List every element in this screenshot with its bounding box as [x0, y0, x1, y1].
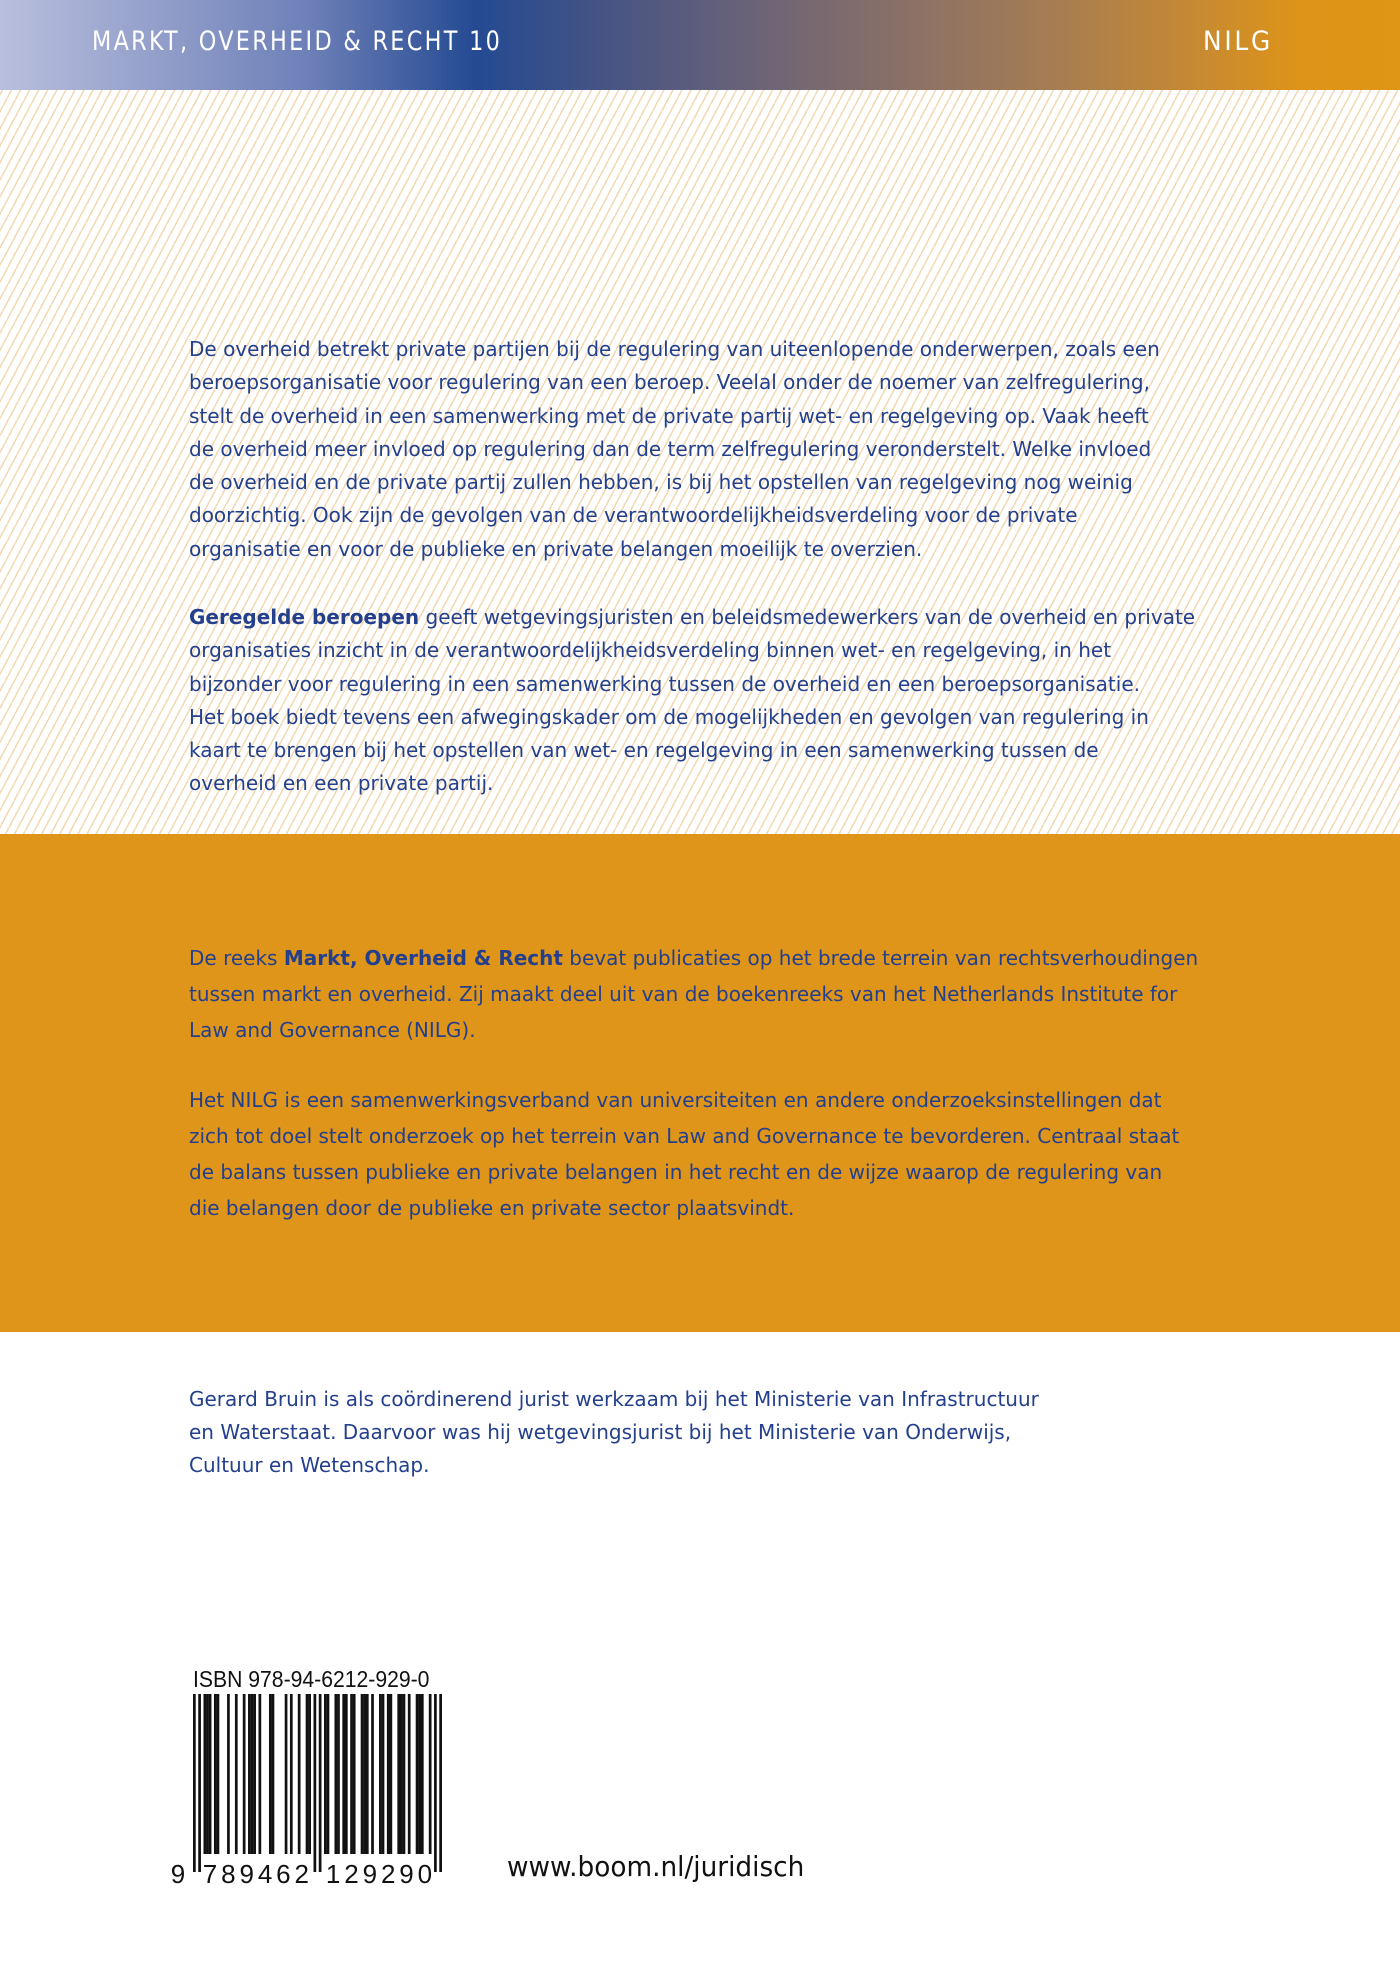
barcode	[168, 1694, 458, 1890]
barcode-digit: 8	[221, 1859, 236, 1889]
text-line: stelt de overheid in een samenwerking met de private partij wet- en regelgeving op. Vaak heeft	[189, 403, 1149, 428]
barcode-bar	[416, 1694, 419, 1854]
text-line: die belangen door de publieke en private sector plaatsvindt.	[189, 1196, 795, 1220]
barcode-digit: 9	[170, 1859, 186, 1889]
barcode-bar	[314, 1694, 317, 1872]
barcode-digit: 4	[257, 1859, 273, 1889]
barcode-digit: 0	[417, 1859, 433, 1889]
text-line: Law and Governance (NILG).	[189, 1018, 476, 1042]
nilg-mark: NILG	[1203, 26, 1274, 57]
text-line: Het boek biedt tevens een afwegingskader om de mogelijkheden en gevolgen van regulering in	[189, 704, 1149, 729]
barcode-bar	[418, 1694, 421, 1854]
barcode-bar	[217, 1694, 220, 1854]
barcode-bar	[429, 1694, 432, 1854]
series-title: MARKT, OVERHEID & RECHT 10	[92, 26, 503, 57]
author-bio	[189, 1383, 1039, 1482]
barcode-bar	[253, 1694, 256, 1854]
publisher-url[interactable]: www.boom.nl/juridisch	[507, 1850, 805, 1883]
barcode-bar	[251, 1694, 254, 1854]
barcode-digit: 9	[362, 1859, 378, 1889]
text-line: de overheid en de private partij zullen hebben, is bij het opstellen van regelgeving nog weinig	[189, 470, 1133, 495]
barcode-bar	[403, 1694, 406, 1854]
text-line: de overheid meer invloed op regulering dan de term zelfregulering veronderstelt. Welke invloed	[189, 436, 1152, 461]
series-paragraph-1	[189, 940, 1198, 1048]
barcode-bar	[361, 1694, 364, 1854]
series-paragraph-2	[189, 1082, 1179, 1226]
barcode-bar	[324, 1694, 327, 1854]
barcode-digit: 1	[325, 1859, 341, 1889]
barcode-bar	[363, 1694, 366, 1854]
barcode-digit: 2	[344, 1859, 359, 1889]
barcode-bar	[327, 1694, 330, 1854]
barcode-bar	[269, 1694, 272, 1854]
barcode-bar	[334, 1694, 337, 1854]
text-line: bijzonder voor regulering in een samenwerking tussen de overheid en een beroepsorganisatie.	[189, 671, 1140, 696]
series-name: Markt, Overheid & Recht	[283, 946, 563, 970]
isbn-label: ISBN 978-94-6212-929-0	[193, 1666, 430, 1692]
barcode-bar	[214, 1694, 217, 1854]
barcode-bar	[408, 1694, 411, 1854]
barcode-bar	[248, 1694, 251, 1854]
text-line: Het NILG is een samenwerkingsverband van universiteiten en andere onderzoeksinstellingen dat	[189, 1088, 1162, 1112]
barcode-bar	[308, 1694, 311, 1854]
text-line: De overheid betrekt private partijen bij de regulering van uiteenlopende onderwerpen, zoals een	[189, 337, 1160, 361]
text-line: doorzichtig. Ook zijn de gevolgen van de verantwoordelijkheidsverdeling voor de private	[189, 503, 1078, 528]
barcode-digit: 2	[294, 1859, 309, 1889]
barcode-bar	[350, 1694, 353, 1854]
barcode-bar	[319, 1694, 322, 1872]
barcode-bar	[342, 1694, 345, 1854]
barcode-bar	[337, 1694, 340, 1854]
barcode-bar	[345, 1694, 348, 1854]
barcode-bar	[434, 1694, 437, 1872]
text-line: de balans tussen publieke en private belangen in het recht en de wijze waarop de regulering van	[189, 1160, 1163, 1184]
text-line: en Waterstaat. Daarvoor was hij wetgevingsjurist bij het Ministerie van Onderwijs,	[189, 1420, 1012, 1444]
text-line: bevat publicaties op het brede terrein van rechtsverhoudingen	[562, 946, 1199, 970]
text-line: Gerard Bruin is als coördinerend jurist werkzaam bij het Ministerie van Infrastructuur	[189, 1387, 1039, 1411]
barcode-bar	[209, 1694, 212, 1854]
text-line: organisatie en voor de publieke en private belangen moeilijk te overzien.	[189, 536, 923, 561]
barcode-bar	[421, 1694, 424, 1854]
text-line: tussen markt en overheid. Zij maakt deel uit van de boekenreeks van het Netherlands Institute for	[189, 982, 1178, 1006]
barcode-bar	[259, 1694, 262, 1854]
text-line: Cultuur en Wetenschap.	[189, 1453, 430, 1477]
barcode-bar	[298, 1694, 301, 1854]
text-line: De reeks	[189, 946, 284, 970]
barcode-bar	[390, 1694, 393, 1854]
barcode-digit: 7	[202, 1859, 218, 1889]
book-title: Geregelde beroepen	[189, 605, 420, 629]
barcode-digit: 2	[380, 1859, 396, 1889]
intro-paragraph-2	[189, 601, 1195, 801]
intro-paragraph-1	[189, 333, 1160, 566]
barcode-bar	[387, 1694, 390, 1854]
barcode-bar	[400, 1694, 403, 1854]
barcode-bar	[198, 1694, 201, 1872]
barcode-bar	[272, 1694, 275, 1854]
barcode-bar	[290, 1694, 293, 1854]
barcode-bar	[235, 1694, 238, 1854]
barcode-bar	[203, 1694, 206, 1854]
barcode-bar	[243, 1694, 246, 1854]
barcode-bar	[366, 1694, 369, 1854]
text-line: kaart te brengen bij het opstellen van wet- en regelgeving in een samenwerking tussen de	[189, 738, 1099, 763]
barcode-bar	[353, 1694, 356, 1854]
text-line: beroepsorganisatie voor regulering van een beroep. Veelal onder de noemer van zelfregulering,	[189, 370, 1150, 395]
barcode-bar	[382, 1694, 385, 1854]
barcode-digit: 9	[239, 1859, 254, 1889]
barcode-bar	[306, 1694, 309, 1854]
barcode-bar	[193, 1694, 196, 1872]
barcode-bar	[439, 1694, 442, 1872]
barcode-bar	[285, 1694, 288, 1854]
barcode-bar	[206, 1694, 209, 1854]
text-line: zich tot doel stelt onderzoek op het terrein van Law and Governance te bevorderen. Centraal staat	[189, 1124, 1180, 1148]
barcode-bar	[371, 1694, 374, 1854]
barcode-digit: 9	[399, 1859, 414, 1889]
text-line: overheid en een private partij.	[189, 771, 494, 796]
series-header-band	[0, 0, 1400, 90]
barcode-bar	[379, 1694, 382, 1854]
text-line: geeft wetgevingsjuristen en beleidsmedewerkers van de overheid en private	[419, 605, 1196, 629]
barcode-bar	[227, 1694, 230, 1854]
barcode-digit: 6	[276, 1859, 291, 1889]
text-line: organisaties inzicht in de verantwoordelijkheidsverdeling binnen wet- en regelgeving, in het	[189, 638, 1112, 663]
barcode-bar	[397, 1694, 400, 1854]
